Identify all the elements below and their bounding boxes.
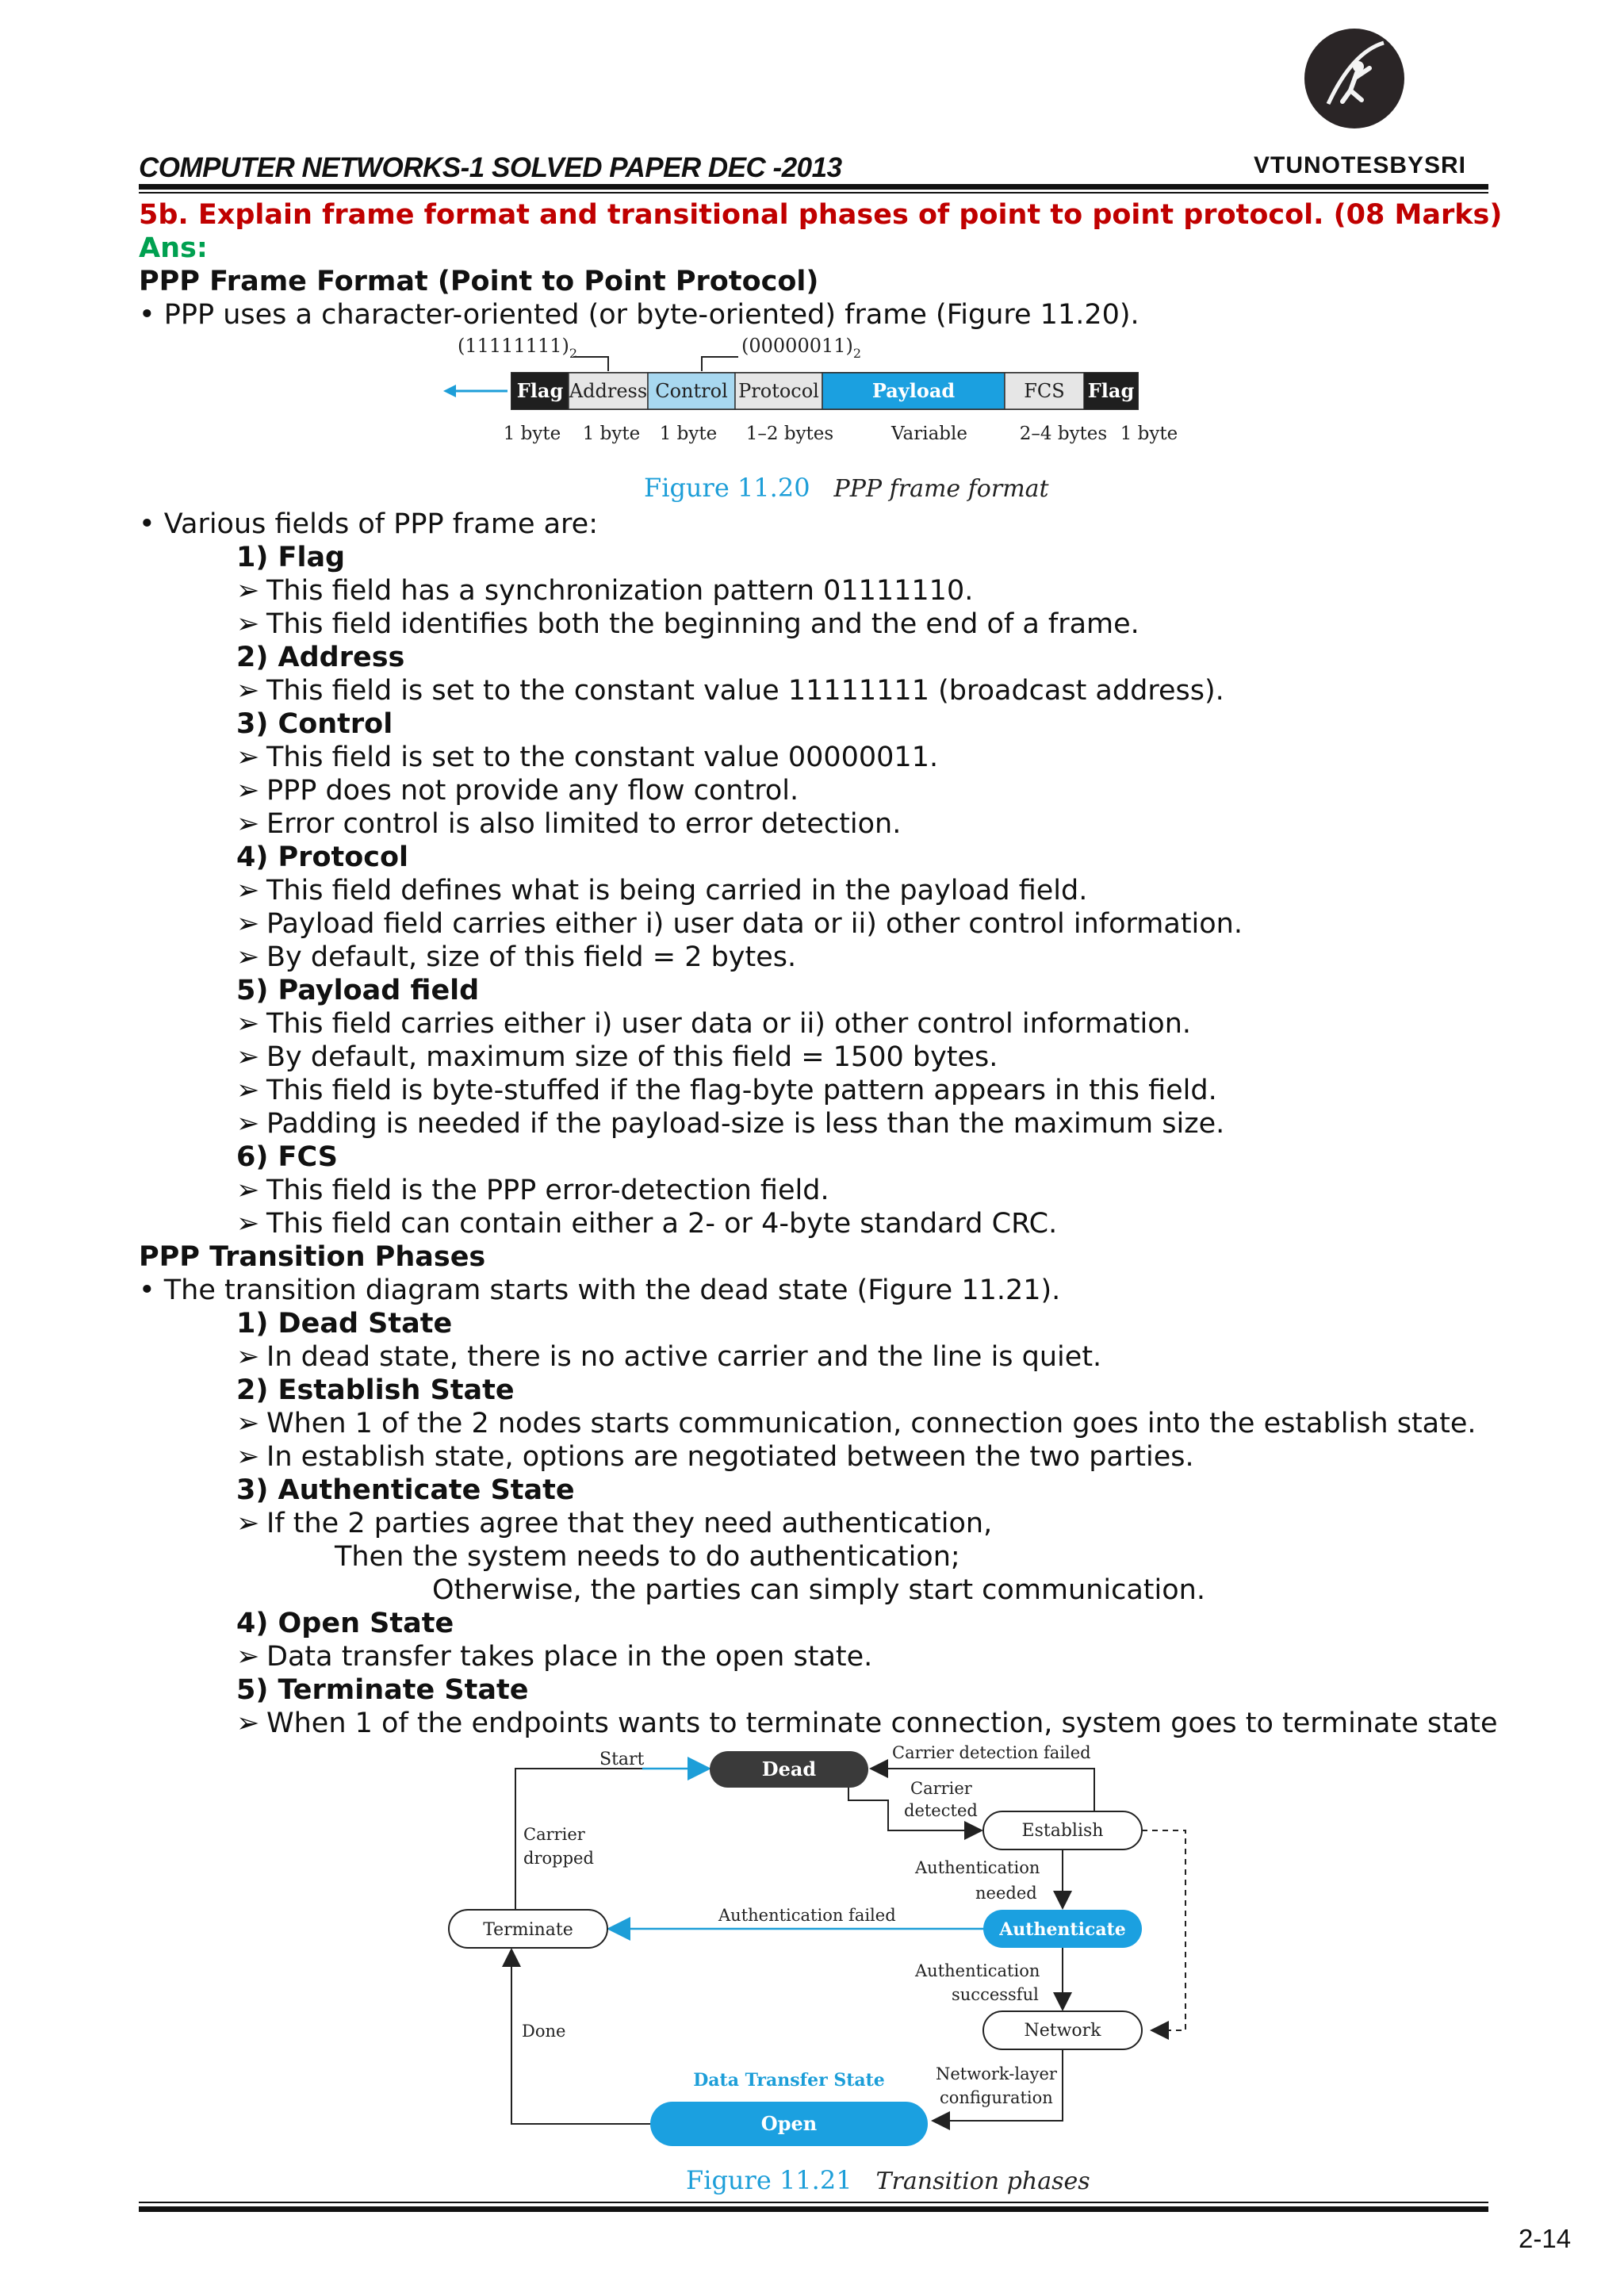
figure-1120-title: PPP frame format xyxy=(833,475,1049,503)
svg-text:1–2 bytes: 1–2 bytes xyxy=(745,424,834,444)
header-rule-thin xyxy=(139,192,1488,194)
arrow-bullet-icon: ➢ xyxy=(236,1341,260,1373)
phase-point: ➢ In dead state, there is no active carrier and the line is quiet. xyxy=(236,1341,1102,1373)
svg-text:Address: Address xyxy=(569,380,648,402)
fields-intro: • Various fields of PPP frame are: xyxy=(139,508,599,540)
climber-logo-icon xyxy=(1304,29,1404,128)
footer-rule xyxy=(139,2206,1488,2212)
arrow-bullet-icon: ➢ xyxy=(236,1041,260,1073)
svg-text:Authentication: Authentication xyxy=(915,1961,1040,1980)
svg-text:1 byte: 1 byte xyxy=(582,424,641,444)
field-point: ➢ This field is byte-stuffed if the flag-byte pattern appears in this field. xyxy=(236,1075,1217,1106)
svg-text:Network-layer: Network-layer xyxy=(936,2064,1057,2083)
arrow-bullet-icon: ➢ xyxy=(236,1708,260,1739)
arrow-bullet-icon: ➢ xyxy=(236,608,260,640)
svg-text:Data Transfer State: Data Transfer State xyxy=(693,2070,885,2091)
svg-text:Authentication: Authentication xyxy=(915,1858,1040,1877)
transition-heading: PPP Transition Phases xyxy=(139,1241,486,1273)
phase-point: ➢ When 1 of the endpoints wants to terminate connection, system goes to terminate state xyxy=(236,1708,1498,1739)
svg-text:configuration: configuration xyxy=(940,2088,1053,2107)
arrow-bullet-icon: ➢ xyxy=(236,1508,260,1539)
arrow-bullet-icon: ➢ xyxy=(236,1641,260,1673)
svg-text:Carrier: Carrier xyxy=(523,1825,585,1844)
field-point: ➢ This field defines what is being carried in the payload field. xyxy=(236,875,1088,907)
phase-title: 5) Terminate State xyxy=(236,1674,529,1706)
svg-text:detected: detected xyxy=(904,1801,978,1820)
svg-text:Carrier: Carrier xyxy=(910,1779,972,1798)
svg-text:Dead: Dead xyxy=(761,1757,817,1780)
arrow-bullet-icon: ➢ xyxy=(236,1441,260,1473)
svg-text:needed: needed xyxy=(975,1884,1037,1903)
arrow-bullet-icon: ➢ xyxy=(236,808,260,840)
page-number: 2-14 xyxy=(1519,2224,1572,2253)
svg-text:Establish: Establish xyxy=(1021,1821,1104,1841)
field-point: ➢ This field is set to the constant value 00000011. xyxy=(236,742,939,773)
logo-text: VTUNOTESBYSRI xyxy=(1253,152,1467,178)
svg-text:1 byte: 1 byte xyxy=(1120,424,1178,444)
field-title: 5) Payload field xyxy=(236,975,480,1006)
field-point: ➢ By default, size of this field = 2 bytes. xyxy=(236,941,797,973)
phase-title: 1) Dead State xyxy=(236,1308,453,1340)
field-point: ➢ Payload field carries either i) user data or ii) other control information. xyxy=(236,908,1243,940)
transition-phases-figure xyxy=(420,1737,1205,2165)
arrow-bullet-icon: ➢ xyxy=(236,1075,260,1106)
field-title: 1) Flag xyxy=(236,542,346,573)
arrow-bullet-icon: ➢ xyxy=(236,941,260,973)
phase-title: 2) Establish State xyxy=(236,1374,515,1406)
field-point: ➢ This field is the PPP error-detection field. xyxy=(236,1175,829,1206)
answer-label: Ans: xyxy=(139,232,208,264)
arrow-bullet-icon: ➢ xyxy=(236,1008,260,1040)
figure-1121-caption xyxy=(686,2165,1090,2195)
svg-text:Terminate: Terminate xyxy=(483,1920,573,1940)
phase-point: ➢ In establish state, options are negotiated between the two parties. xyxy=(236,1441,1194,1473)
arrow-bullet-icon: ➢ xyxy=(236,1108,260,1140)
arrow-bullet-icon: ➢ xyxy=(236,742,260,773)
svg-text:Authentication failed: Authentication failed xyxy=(718,1906,896,1925)
figure-1121-title: Transition phases xyxy=(875,2168,1090,2195)
frame-intro: • PPP uses a character-oriented (or byte-oriented) frame (Figure 11.20). xyxy=(139,299,1139,331)
transition-phases-diagram xyxy=(420,1737,1205,2165)
footer-rule-thin xyxy=(139,2202,1488,2203)
address-bits-label: $(11111111)_2$ xyxy=(458,335,578,361)
phase-title: 4) Open State xyxy=(236,1608,454,1639)
field-title: 6) FCS xyxy=(236,1141,338,1173)
phase-point-continuation: Then the system needs to do authentication; xyxy=(335,1541,960,1573)
field-title: 4) Protocol xyxy=(236,841,409,873)
phase-point: ➢ If the 2 parties agree that they need authentication, xyxy=(236,1508,993,1539)
arrow-bullet-icon: ➢ xyxy=(236,775,260,807)
question-text: 5b. Explain frame format and transitional phases of point to point protocol. (08 Marks) xyxy=(139,199,1503,231)
figure-1121-number: Figure 11.21 xyxy=(686,2165,852,2195)
svg-text:1 byte: 1 byte xyxy=(503,424,561,444)
phase-point: ➢ When 1 of the 2 nodes starts communication, connection goes into the establish state. xyxy=(236,1408,1477,1439)
field-title: 2) Address xyxy=(236,642,405,673)
svg-text:Flag: Flag xyxy=(516,379,564,402)
field-point: ➢ Error control is also limited to error detection. xyxy=(236,808,902,840)
field-point: ➢ This field can contain either a 2- or 4-byte standard CRC. xyxy=(236,1208,1058,1240)
field-point: ➢ This field has a synchronization pattern 01111110. xyxy=(236,575,974,607)
direction-arrow-icon xyxy=(443,385,456,397)
figure-1120-caption xyxy=(644,473,1049,503)
svg-text:Protocol: Protocol xyxy=(738,380,819,402)
svg-text:1 byte: 1 byte xyxy=(659,424,718,444)
svg-text:Carrier detection failed: Carrier detection failed xyxy=(892,1743,1091,1762)
field-point: ➢ This field identifies both the beginning and the end of a frame. xyxy=(236,608,1139,640)
svg-text:Control: Control xyxy=(655,380,728,402)
svg-text:Variable: Variable xyxy=(891,424,967,444)
field-point: ➢ This field is set to the constant value 11111111 (broadcast address). xyxy=(236,675,1224,707)
phase-title: 3) Authenticate State xyxy=(236,1474,575,1506)
phase-point: ➢ Data transfer takes place in the open state. xyxy=(236,1641,873,1673)
svg-text:Authenticate: Authenticate xyxy=(999,1919,1126,1940)
arrow-bullet-icon: ➢ xyxy=(236,875,260,907)
site-logo xyxy=(1241,24,1479,178)
arrow-bullet-icon: ➢ xyxy=(236,1175,260,1206)
transition-intro: • The transition diagram starts with the dead state (Figure 11.21). xyxy=(139,1274,1061,1306)
arrow-bullet-icon: ➢ xyxy=(236,1208,260,1240)
arrow-bullet-icon: ➢ xyxy=(236,1408,260,1439)
document-header-title: COMPUTER NETWORKS-1 SOLVED PAPER DEC -2013 xyxy=(139,152,842,183)
frame-format-heading: PPP Frame Format (Point to Point Protocol) xyxy=(139,266,819,297)
svg-text:Payload: Payload xyxy=(871,379,956,402)
svg-text:Done: Done xyxy=(522,2022,566,2041)
svg-text:Network: Network xyxy=(1024,2021,1101,2041)
arrow-bullet-icon: ➢ xyxy=(236,908,260,940)
header-rule xyxy=(139,184,1488,190)
control-bits-label: $(00000011)_2$ xyxy=(741,335,862,361)
svg-text:successful: successful xyxy=(952,1985,1039,2004)
field-title: 3) Control xyxy=(236,708,393,740)
field-point: ➢ PPP does not provide any flow control. xyxy=(236,775,799,807)
svg-text:FCS: FCS xyxy=(1024,380,1065,402)
svg-text:2–4 bytes: 2–4 bytes xyxy=(1019,424,1108,444)
field-point: ➢ By default, maximum size of this field = 1500 bytes. xyxy=(236,1041,998,1073)
svg-text:dropped: dropped xyxy=(523,1849,594,1868)
svg-text:Open: Open xyxy=(760,2112,818,2135)
svg-text:Start: Start xyxy=(599,1750,645,1769)
phase-point-continuation: Otherwise, the parties can simply start communication. xyxy=(432,1574,1205,1606)
arrow-bullet-icon: ➢ xyxy=(236,675,260,707)
figure-1120-number: Figure 11.20 xyxy=(644,473,810,503)
field-point: ➢ Padding is needed if the payload-size is less than the maximum size. xyxy=(236,1108,1225,1140)
svg-text:Flag: Flag xyxy=(1087,379,1135,402)
arrow-bullet-icon: ➢ xyxy=(236,575,260,607)
field-point: ➢ This field carries either i) user data or ii) other control information. xyxy=(236,1008,1192,1040)
